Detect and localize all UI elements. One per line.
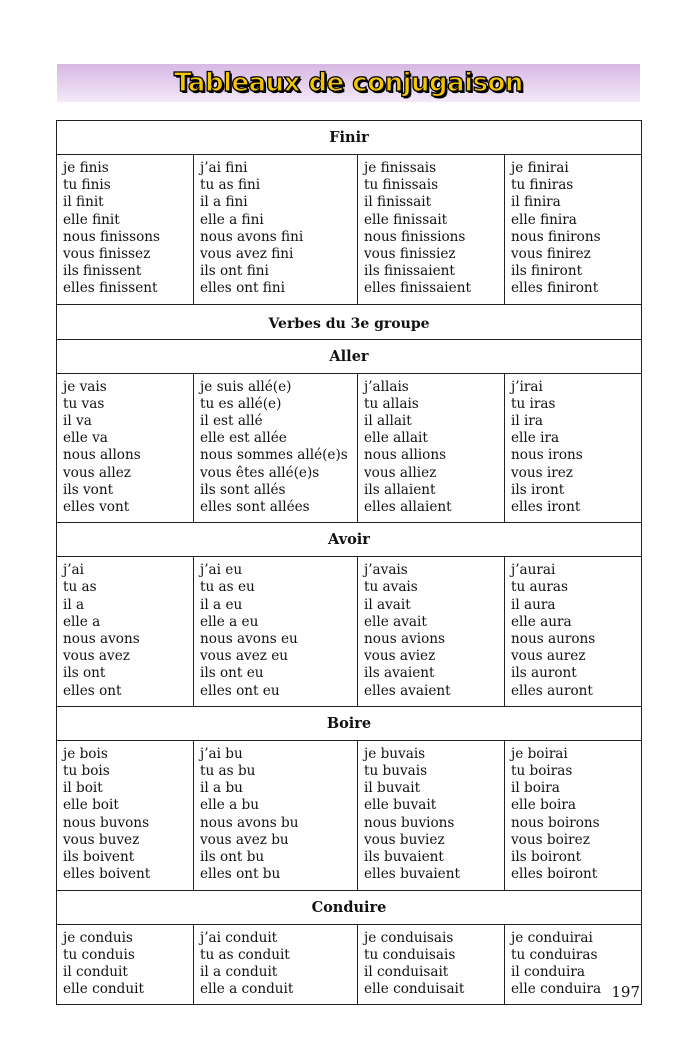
conjugation-line: tu conduiras bbox=[511, 946, 598, 963]
conjugation-line: il conduisait bbox=[364, 963, 449, 980]
conjugation-line: tu boiras bbox=[511, 763, 573, 780]
conjugation-line: tu bois bbox=[63, 763, 110, 780]
conjugation-line: je finirai bbox=[511, 160, 569, 176]
conjugation-line: elles finiront bbox=[511, 280, 599, 297]
conjugation-line: ils ont eu bbox=[200, 665, 264, 682]
conjugation-line: il finissait bbox=[364, 194, 432, 211]
conjugation-line: elles sont allées bbox=[200, 499, 310, 516]
conjugation-line: il a bbox=[63, 596, 85, 613]
conjugation-line: je conduisais bbox=[364, 929, 454, 946]
conjugation-line: nous irons bbox=[511, 447, 583, 464]
conjugation-line: elles ont fini bbox=[200, 280, 285, 297]
conjugation-line: il a bu bbox=[200, 780, 243, 797]
conjugation-line: j’avais bbox=[364, 562, 408, 579]
conjugation-line: elles auront bbox=[511, 682, 593, 699]
conjugation-line: tu finis bbox=[63, 177, 111, 194]
conjugation-line: vous avez bu bbox=[200, 831, 289, 848]
conjugation-line: j’ai fini bbox=[200, 160, 248, 176]
conjugation-line: vous aviez bbox=[364, 648, 436, 665]
conjugation-line: vous avez fini bbox=[200, 246, 294, 263]
conjugation-line: elles vont bbox=[63, 499, 130, 516]
conjugation-line: ils boiront bbox=[511, 849, 582, 866]
conjugation-line: elle a bu bbox=[200, 797, 259, 814]
conjugation-line: elle ira bbox=[511, 430, 560, 447]
conjugation-line: vous finissiez bbox=[364, 246, 456, 263]
conjugation-line: tu avais bbox=[364, 579, 418, 596]
conjugation-line: elle va bbox=[63, 430, 108, 447]
conjugation-line: ils iront bbox=[511, 481, 565, 498]
conjugation-line: elle a eu bbox=[200, 613, 259, 630]
conjugation-line: elle a bbox=[63, 613, 101, 630]
conjugation-line: il boit bbox=[63, 780, 103, 797]
conjugation-line: j’allais bbox=[364, 378, 409, 395]
conjugation-line: ils ont fini bbox=[200, 263, 269, 280]
conjugation-line: nous avons fini bbox=[200, 228, 304, 245]
verb-header-avoir: Avoir bbox=[57, 523, 641, 557]
tense-column bbox=[194, 925, 358, 1005]
conjugation-line: vous avez bbox=[63, 648, 130, 665]
conjugation-line: nous boirons bbox=[511, 814, 600, 831]
conjugation-line: nous avons bbox=[63, 631, 140, 648]
conjugation-line: il conduira bbox=[511, 963, 585, 980]
conjugation-line: tu conduisais bbox=[364, 946, 456, 963]
conjugation-line: j’ai bbox=[63, 562, 84, 579]
verb-header-conduire: Conduire bbox=[57, 891, 641, 925]
conjugation-line: il ira bbox=[511, 413, 543, 430]
conjugation-line: il a eu bbox=[200, 596, 243, 613]
conjugation-line: elle allait bbox=[364, 430, 428, 447]
conjugation-line: elle conduisait bbox=[364, 981, 465, 998]
conjugation-line: elle aura bbox=[511, 613, 572, 630]
conjugation-line: ils auront bbox=[511, 665, 577, 682]
conjugation-table bbox=[56, 120, 642, 1005]
conjugation-line: nous avons bu bbox=[200, 814, 299, 831]
tense-column bbox=[194, 374, 358, 523]
tense-column bbox=[505, 374, 641, 523]
tense-column bbox=[358, 925, 505, 1005]
conjugation-line: vous irez bbox=[511, 464, 573, 481]
conjugation-line: tu vas bbox=[63, 395, 105, 412]
tense-column bbox=[505, 155, 641, 304]
title-banner bbox=[57, 64, 640, 102]
conjugation-line: elle a fini bbox=[200, 211, 264, 228]
conjugation-line: tu as conduit bbox=[200, 946, 290, 963]
conjugation-line: tu buvais bbox=[364, 763, 428, 780]
tense-column bbox=[505, 557, 641, 706]
conjugation-line: nous allions bbox=[364, 447, 447, 464]
conjugation-line: il va bbox=[63, 413, 92, 430]
conjugation-line: ils allaient bbox=[364, 481, 436, 498]
conjugation-line: ils finissaient bbox=[364, 263, 455, 280]
conjugation-line: vous buviez bbox=[364, 831, 445, 848]
conjugation-line: nous finissions bbox=[364, 228, 466, 245]
tense-column bbox=[57, 925, 194, 1005]
tense-column bbox=[358, 374, 505, 523]
conjugation-line: il aura bbox=[511, 596, 556, 613]
conjugation-line: vous aurez bbox=[511, 648, 586, 665]
conjugation-line: je conduirai bbox=[511, 929, 593, 946]
conjugation-line: elle boira bbox=[511, 797, 576, 814]
conjugation-line: tu as bbox=[63, 579, 97, 596]
conjugation-line: je finis bbox=[63, 160, 109, 176]
conjugation-line: je suis allé(e) bbox=[200, 378, 292, 395]
conjugation-line: tu finiras bbox=[511, 177, 574, 194]
conjugation-line: je finissais bbox=[364, 160, 437, 176]
conjugation-line: elles boiront bbox=[511, 866, 598, 883]
conjugation-line: ils vont bbox=[63, 481, 114, 498]
tense-column bbox=[57, 557, 194, 706]
conjugation-line: il boira bbox=[511, 780, 560, 797]
verb-header-aller: Aller bbox=[57, 340, 641, 374]
tense-column bbox=[358, 557, 505, 706]
conjugation-line: vous buvez bbox=[63, 831, 140, 848]
verb-header-boire: Boire bbox=[57, 707, 641, 741]
conjugation-line: vous êtes allé(e)s bbox=[200, 464, 320, 481]
conjugation-line: elles finissaient bbox=[364, 280, 471, 297]
conjugation-line: elles finissent bbox=[63, 280, 158, 297]
conjugation-line: tu es allé(e) bbox=[200, 395, 282, 412]
conjugation-line: j’aurai bbox=[511, 562, 556, 579]
tense-column bbox=[57, 374, 194, 523]
conjugation-line: je vais bbox=[63, 378, 107, 395]
tense-column bbox=[194, 557, 358, 706]
conjugation-line: nous buvons bbox=[63, 814, 150, 831]
conjugation-line: il finit bbox=[63, 194, 104, 211]
conjugation-line: elle finissait bbox=[364, 211, 448, 228]
conjugation-line: vous allez bbox=[63, 464, 131, 481]
conjugation-line: elle finira bbox=[511, 211, 577, 228]
conjugation-line: nous buvions bbox=[364, 814, 455, 831]
conjugation-line: vous avez eu bbox=[200, 648, 289, 665]
conjugation-line: il allait bbox=[364, 413, 412, 430]
verb-grid-conduire bbox=[57, 925, 641, 1005]
tense-column bbox=[505, 741, 641, 890]
verb-grid-finir bbox=[57, 155, 641, 305]
verb-grid-avoir bbox=[57, 557, 641, 707]
conjugation-line: il buvait bbox=[364, 780, 421, 797]
conjugation-line: nous finissons bbox=[63, 228, 161, 245]
conjugation-line: il est allé bbox=[200, 413, 263, 430]
group-title: Verbes du 3e groupe bbox=[57, 305, 641, 340]
conjugation-line: tu finissais bbox=[364, 177, 439, 194]
conjugation-line: il a fini bbox=[200, 194, 248, 211]
conjugation-line: elle conduira bbox=[511, 981, 602, 998]
conjugation-line: elle buvait bbox=[364, 797, 437, 814]
conjugation-line: nous sommes allé(e)s bbox=[200, 447, 348, 464]
conjugation-line: elle conduit bbox=[63, 981, 144, 998]
tense-column bbox=[358, 155, 505, 304]
conjugation-line: elle a conduit bbox=[200, 981, 294, 998]
verb-header-finir: Finir bbox=[57, 121, 641, 155]
page-title: Tableaux de conjugaison bbox=[174, 68, 523, 98]
conjugation-line: nous finirons bbox=[511, 228, 601, 245]
conjugation-line: ils buvaient bbox=[364, 849, 444, 866]
tense-column bbox=[194, 741, 358, 890]
conjugation-line: il conduit bbox=[63, 963, 128, 980]
conjugation-line: tu conduis bbox=[63, 946, 135, 963]
conjugation-line: vous boirez bbox=[511, 831, 590, 848]
conjugation-line: nous avons eu bbox=[200, 631, 298, 648]
conjugation-line: ils sont allés bbox=[200, 481, 286, 498]
conjugation-line: vous finissez bbox=[63, 246, 151, 263]
conjugation-line: j’irai bbox=[511, 378, 543, 395]
conjugation-line: je conduis bbox=[63, 929, 133, 946]
conjugation-line: nous avions bbox=[364, 631, 446, 648]
verb-grid-boire bbox=[57, 741, 641, 891]
conjugation-line: tu as bu bbox=[200, 763, 256, 780]
conjugation-line: elles ont bbox=[63, 682, 122, 699]
conjugation-line: tu as eu bbox=[200, 579, 255, 596]
conjugation-line: elles allaient bbox=[364, 499, 452, 516]
conjugation-line: je buvais bbox=[364, 745, 426, 762]
conjugation-line: il avait bbox=[364, 596, 411, 613]
page-number: 197 bbox=[611, 983, 640, 1001]
conjugation-line: il a conduit bbox=[200, 963, 278, 980]
conjugation-line: j’ai bu bbox=[200, 745, 243, 762]
conjugation-line: elles iront bbox=[511, 499, 581, 516]
conjugation-line: tu as fini bbox=[200, 177, 261, 194]
conjugation-line: vous finirez bbox=[511, 246, 591, 263]
conjugation-line: vous alliez bbox=[364, 464, 437, 481]
conjugation-line: il finira bbox=[511, 194, 561, 211]
conjugation-line: ils finissent bbox=[63, 263, 142, 280]
conjugation-line: ils avaient bbox=[364, 665, 435, 682]
conjugation-line: elles buvaient bbox=[364, 866, 460, 883]
conjugation-line: elle avait bbox=[364, 613, 427, 630]
verb-grid-aller bbox=[57, 374, 641, 524]
conjugation-line: je bois bbox=[63, 745, 108, 762]
conjugation-line: ils finiront bbox=[511, 263, 583, 280]
conjugation-line: elles boivent bbox=[63, 866, 151, 883]
conjugation-line: tu allais bbox=[364, 395, 419, 412]
conjugation-line: elle est allée bbox=[200, 430, 287, 447]
conjugation-line: je boirai bbox=[511, 745, 568, 762]
tense-column bbox=[194, 155, 358, 304]
tense-column bbox=[358, 741, 505, 890]
conjugation-line: tu iras bbox=[511, 395, 556, 412]
conjugation-line: nous allons bbox=[63, 447, 141, 464]
conjugation-line: elles avaient bbox=[364, 682, 451, 699]
tense-column bbox=[57, 155, 194, 304]
conjugation-line: ils boivent bbox=[63, 849, 135, 866]
conjugation-line: elle boit bbox=[63, 797, 119, 814]
conjugation-line: tu auras bbox=[511, 579, 568, 596]
tense-column bbox=[57, 741, 194, 890]
conjugation-line: j’ai eu bbox=[200, 562, 243, 579]
conjugation-line: ils ont bbox=[63, 665, 106, 682]
conjugation-line: elle finit bbox=[63, 211, 120, 228]
conjugation-line: elles ont eu bbox=[200, 682, 280, 699]
conjugation-line: elles ont bu bbox=[200, 866, 281, 883]
conjugation-line: nous aurons bbox=[511, 631, 596, 648]
conjugation-line: j’ai conduit bbox=[200, 929, 278, 946]
conjugation-line: ils ont bu bbox=[200, 849, 265, 866]
